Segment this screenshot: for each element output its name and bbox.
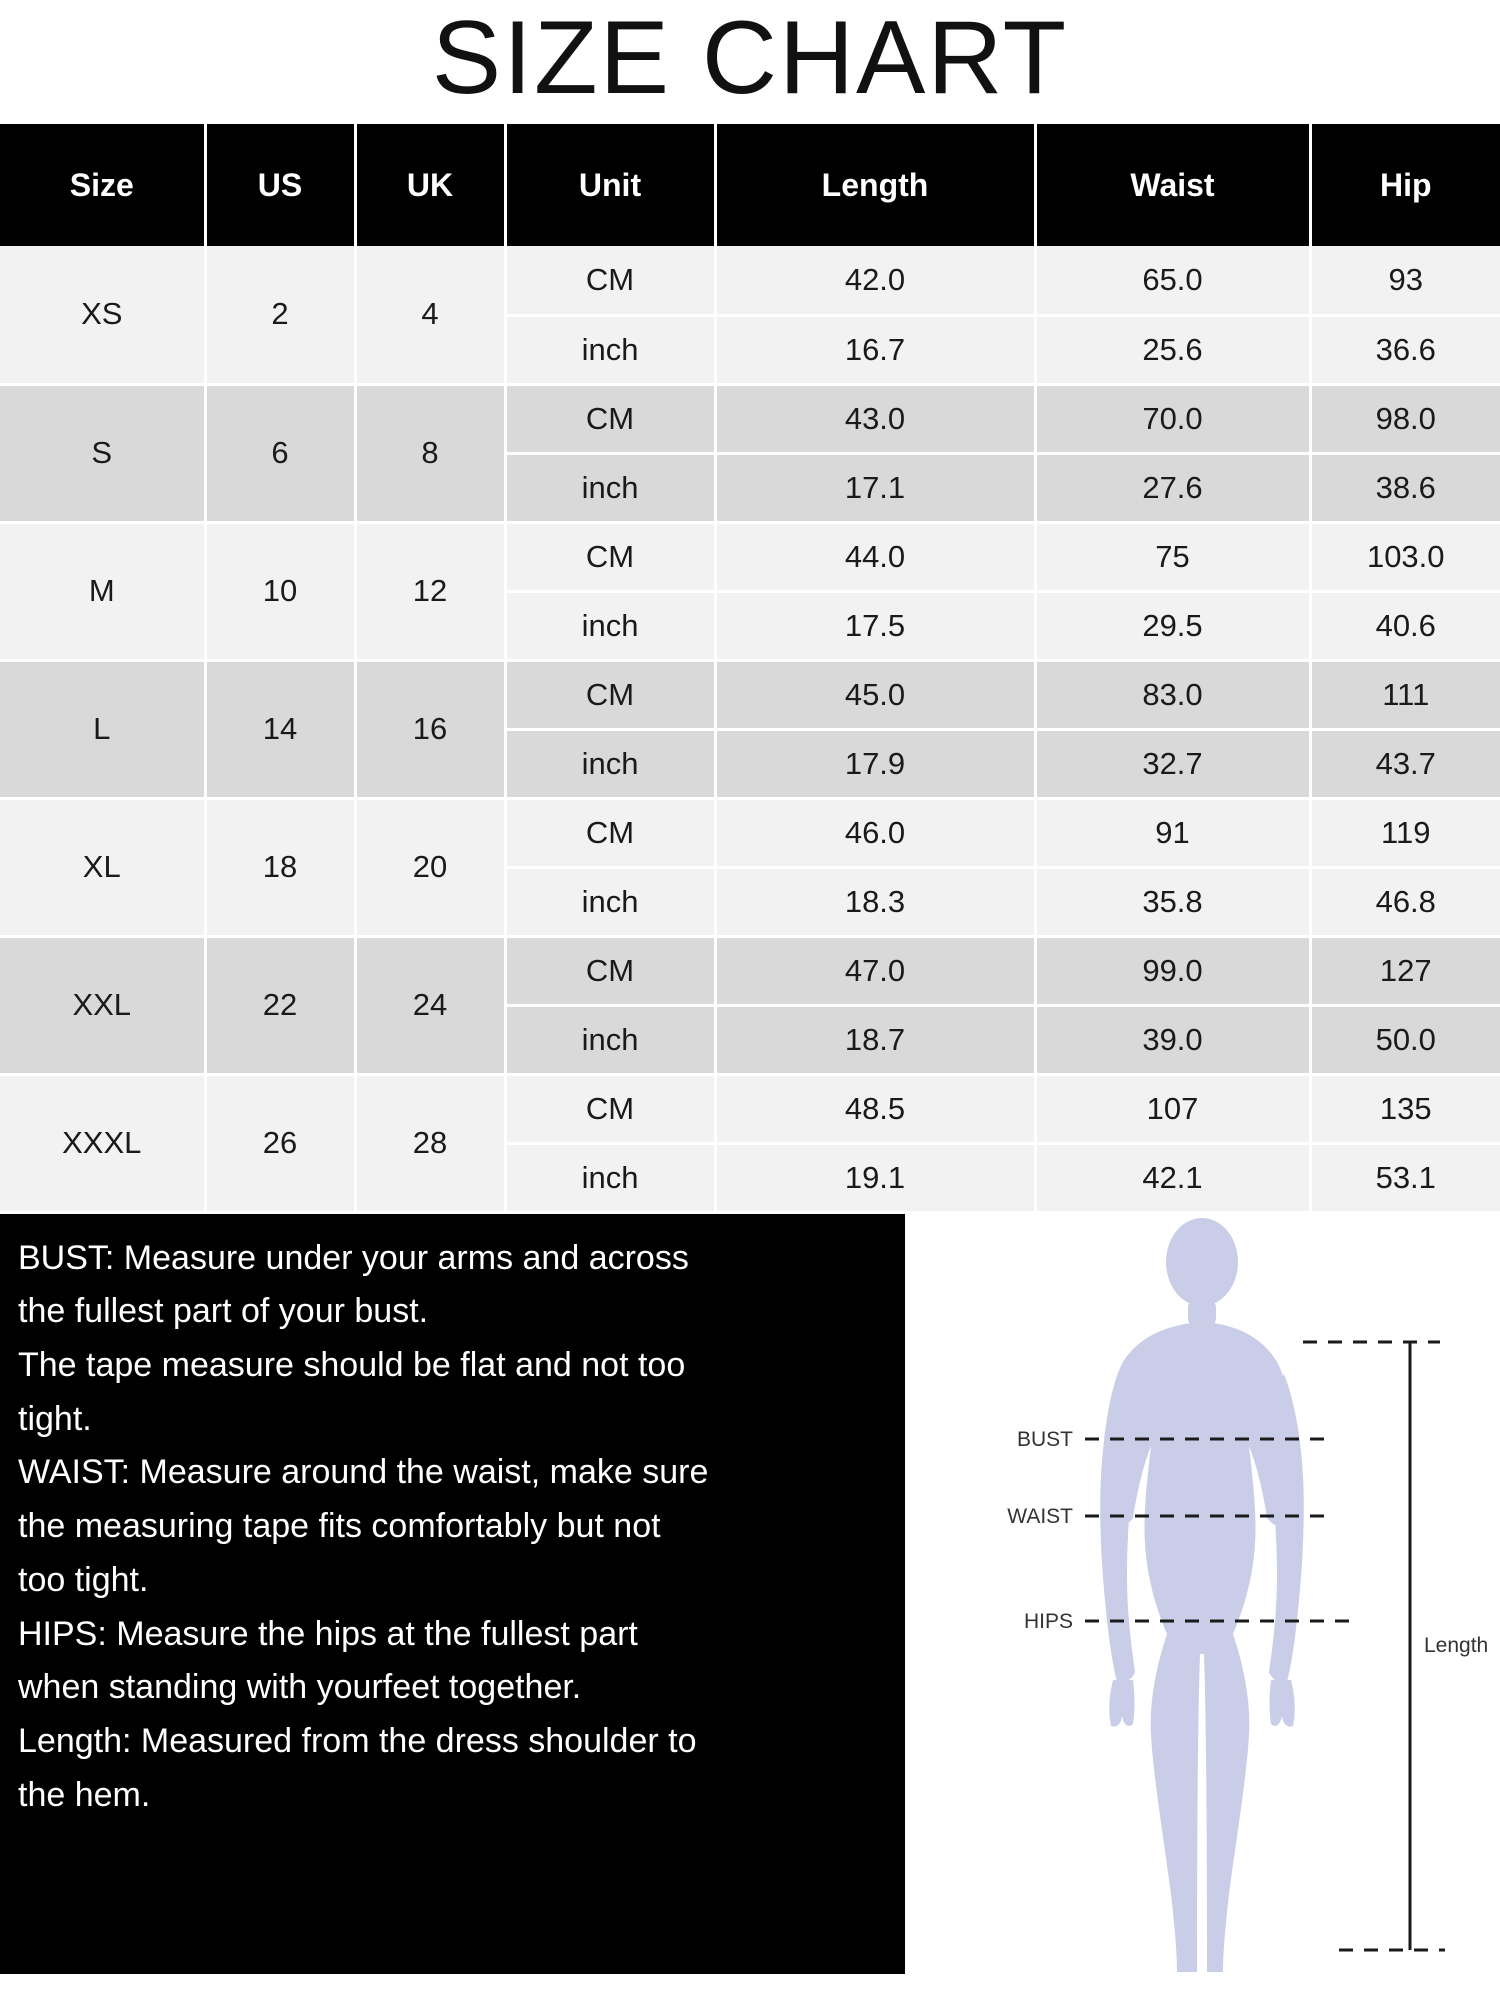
instruction-line: The tape measure should be flat and not too	[18, 1345, 686, 1384]
cell-waist: 70.0	[1035, 384, 1310, 453]
cell-unit: CM	[505, 1074, 715, 1143]
column-header-waist: Waist	[1035, 124, 1310, 246]
cell-size: XL	[0, 798, 205, 936]
cell-size: L	[0, 660, 205, 798]
cell-length: 16.7	[715, 315, 1035, 384]
cell-hip: 46.8	[1310, 867, 1500, 936]
cell-hip: 111	[1310, 660, 1500, 729]
bottom-section	[0, 1214, 1500, 1974]
instruction-line: the measuring tape fits comfortably but not	[18, 1507, 661, 1546]
cell-uk: 20	[355, 798, 505, 936]
cell-length: 18.7	[715, 1005, 1035, 1074]
cell-waist: 83.0	[1035, 660, 1310, 729]
column-header-size: Size	[0, 124, 205, 246]
table-body	[0, 246, 1500, 1212]
cell-waist: 65.0	[1035, 246, 1310, 315]
cell-size: S	[0, 384, 205, 522]
column-header-hip: Hip	[1310, 124, 1500, 246]
cell-waist: 91	[1035, 798, 1310, 867]
length-label: Length	[1424, 1633, 1489, 1657]
table-header-row	[0, 124, 1500, 246]
table-row	[0, 936, 1500, 1005]
cell-uk: 16	[355, 660, 505, 798]
cell-hip: 93	[1310, 246, 1500, 315]
cell-us: 26	[205, 1074, 355, 1212]
cell-unit: CM	[505, 384, 715, 453]
cell-waist: 27.6	[1035, 453, 1310, 522]
instruction-line: too tight.	[18, 1560, 149, 1599]
cell-uk: 8	[355, 384, 505, 522]
cell-uk: 12	[355, 522, 505, 660]
size-chart-table	[0, 124, 1500, 1214]
cell-hip: 53.1	[1310, 1143, 1500, 1212]
cell-unit: CM	[505, 798, 715, 867]
cell-us: 22	[205, 936, 355, 1074]
cell-length: 45.0	[715, 660, 1035, 729]
cell-length: 17.1	[715, 453, 1035, 522]
cell-us: 18	[205, 798, 355, 936]
cell-uk: 24	[355, 936, 505, 1074]
cell-unit: CM	[505, 660, 715, 729]
column-header-unit: Unit	[505, 124, 715, 246]
cell-waist: 99.0	[1035, 936, 1310, 1005]
cell-waist: 75	[1035, 522, 1310, 591]
hips-label: HIPS	[1023, 1609, 1073, 1633]
cell-us: 6	[205, 384, 355, 522]
instruction-line: WAIST: Measure around the waist, make sure	[18, 1453, 709, 1492]
column-header-us: US	[205, 124, 355, 246]
cell-size: M	[0, 522, 205, 660]
measurement-diagram	[905, 1214, 1500, 1974]
cell-length: 47.0	[715, 936, 1035, 1005]
cell-hip: 50.0	[1310, 1005, 1500, 1074]
instruction-line: BUST: Measure under your arms and across	[18, 1238, 689, 1277]
cell-us: 14	[205, 660, 355, 798]
body-figure-svg	[905, 1214, 1500, 1974]
instruction-line: tight.	[18, 1399, 92, 1438]
table-row	[0, 660, 1500, 729]
cell-unit: inch	[505, 1005, 715, 1074]
measuring-instructions	[0, 1214, 905, 1974]
cell-hip: 40.6	[1310, 591, 1500, 660]
column-header-uk: UK	[355, 124, 505, 246]
instruction-line: when standing with yourfeet together.	[18, 1668, 582, 1707]
cell-uk: 4	[355, 246, 505, 384]
cell-length: 46.0	[715, 798, 1035, 867]
cell-length: 43.0	[715, 384, 1035, 453]
cell-unit: inch	[505, 591, 715, 660]
cell-waist: 35.8	[1035, 867, 1310, 936]
instruction-line: HIPS: Measure the hips at the fullest part	[18, 1614, 638, 1653]
page-title: SIZE CHART	[431, 0, 1069, 116]
cell-unit: inch	[505, 867, 715, 936]
instruction-line: the hem.	[18, 1775, 151, 1814]
column-header-length: Length	[715, 124, 1035, 246]
cell-hip: 127	[1310, 936, 1500, 1005]
cell-length: 48.5	[715, 1074, 1035, 1143]
bust-label: BUST	[1016, 1427, 1073, 1451]
cell-unit: inch	[505, 453, 715, 522]
cell-waist: 42.1	[1035, 1143, 1310, 1212]
cell-length: 44.0	[715, 522, 1035, 591]
cell-us: 2	[205, 246, 355, 384]
cell-length: 17.5	[715, 591, 1035, 660]
table-row	[0, 522, 1500, 591]
female-body-icon	[1100, 1218, 1304, 1972]
instruction-line: the fullest part of your bust.	[18, 1292, 429, 1331]
cell-length: 42.0	[715, 246, 1035, 315]
instruction-line: Length: Measured from the dress shoulder to	[18, 1721, 697, 1760]
cell-waist: 32.7	[1035, 729, 1310, 798]
cell-waist: 107	[1035, 1074, 1310, 1143]
table-header	[0, 124, 1500, 246]
cell-unit: inch	[505, 729, 715, 798]
cell-waist: 25.6	[1035, 315, 1310, 384]
cell-hip: 36.6	[1310, 315, 1500, 384]
cell-hip: 43.7	[1310, 729, 1500, 798]
cell-length: 17.9	[715, 729, 1035, 798]
cell-waist: 39.0	[1035, 1005, 1310, 1074]
cell-us: 10	[205, 522, 355, 660]
table-row	[0, 798, 1500, 867]
cell-hip: 119	[1310, 798, 1500, 867]
cell-length: 19.1	[715, 1143, 1035, 1212]
cell-hip: 98.0	[1310, 384, 1500, 453]
cell-hip: 38.6	[1310, 453, 1500, 522]
cell-size: XS	[0, 246, 205, 384]
waist-label: WAIST	[1007, 1504, 1073, 1528]
table-row	[0, 1074, 1500, 1143]
cell-uk: 28	[355, 1074, 505, 1212]
table-row	[0, 246, 1500, 315]
cell-hip: 103.0	[1310, 522, 1500, 591]
cell-unit: inch	[505, 1143, 715, 1212]
cell-unit: CM	[505, 522, 715, 591]
cell-unit: CM	[505, 246, 715, 315]
cell-length: 18.3	[715, 867, 1035, 936]
cell-unit: CM	[505, 936, 715, 1005]
cell-hip: 135	[1310, 1074, 1500, 1143]
cell-size: XXXL	[0, 1074, 205, 1212]
cell-size: XXL	[0, 936, 205, 1074]
table-row	[0, 384, 1500, 453]
cell-waist: 29.5	[1035, 591, 1310, 660]
cell-unit: inch	[505, 315, 715, 384]
